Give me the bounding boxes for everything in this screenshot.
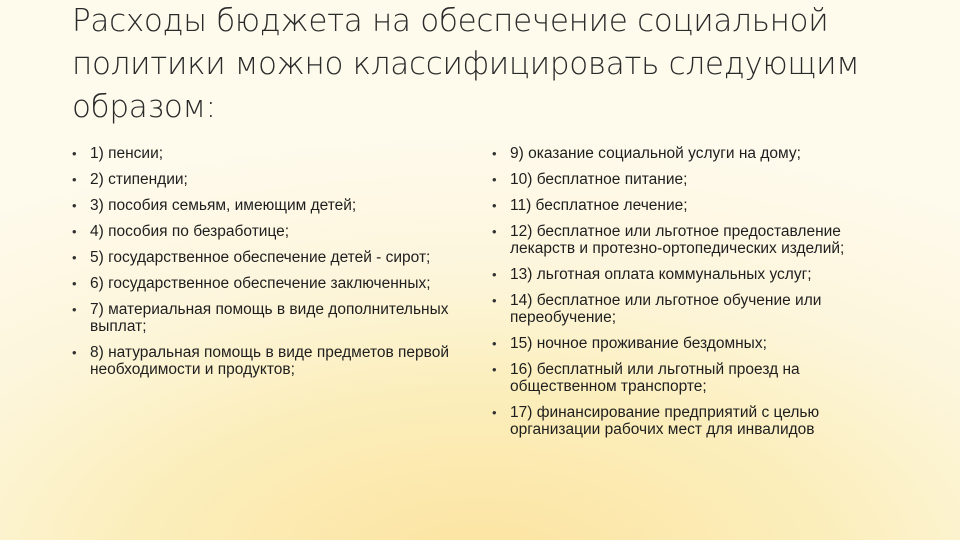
list-item: • 11) бесплатное лечение; [492, 197, 890, 214]
slide-title: Расходы бюджета на обеспечение социальной политики можно классифицировать следующим образом: [72, 3, 860, 125]
right-list [492, 145, 890, 447]
list-item: • 15) ночное проживание бездомных; [492, 335, 890, 352]
list-item: • 17) финансирование предприятий с целью организации рабочих мест для инвалидов [492, 404, 890, 438]
list-item: • 2) стипендии; [72, 171, 450, 188]
list-item: • 4) пособия по безработице; [72, 223, 450, 240]
list-item: • 3) пособия семьям, имеющим детей; [72, 197, 450, 214]
list-item: • 1) пенсии; [72, 145, 450, 162]
list-item: • 7) материальная помощь в виде дополнительных выплат; [72, 301, 450, 335]
list-item: • 14) бесплатное или льготное обучение или переобучение; [492, 292, 890, 326]
list-item: • 13) льготная оплата коммунальных услуг; [492, 266, 890, 283]
list-item: • 12) бесплатное или льготное предоставление лекарств и протезно-ортопедических изделий; [492, 223, 890, 257]
list-item: • 9) оказание социальной услуги на дому; [492, 145, 890, 162]
left-list [72, 145, 450, 387]
list-item: • 10) бесплатное питание; [492, 171, 890, 188]
list-item: • 16) бесплатный или льготный проезд на общественном транспорте; [492, 361, 890, 395]
list-item: • 6) государственное обеспечение заключенных; [72, 275, 450, 292]
list-item: • 5) государственное обеспечение детей - сирот; [72, 249, 450, 266]
list-item: • 8) натуральная помощь в виде предметов первой необходимости и продуктов; [72, 344, 450, 378]
